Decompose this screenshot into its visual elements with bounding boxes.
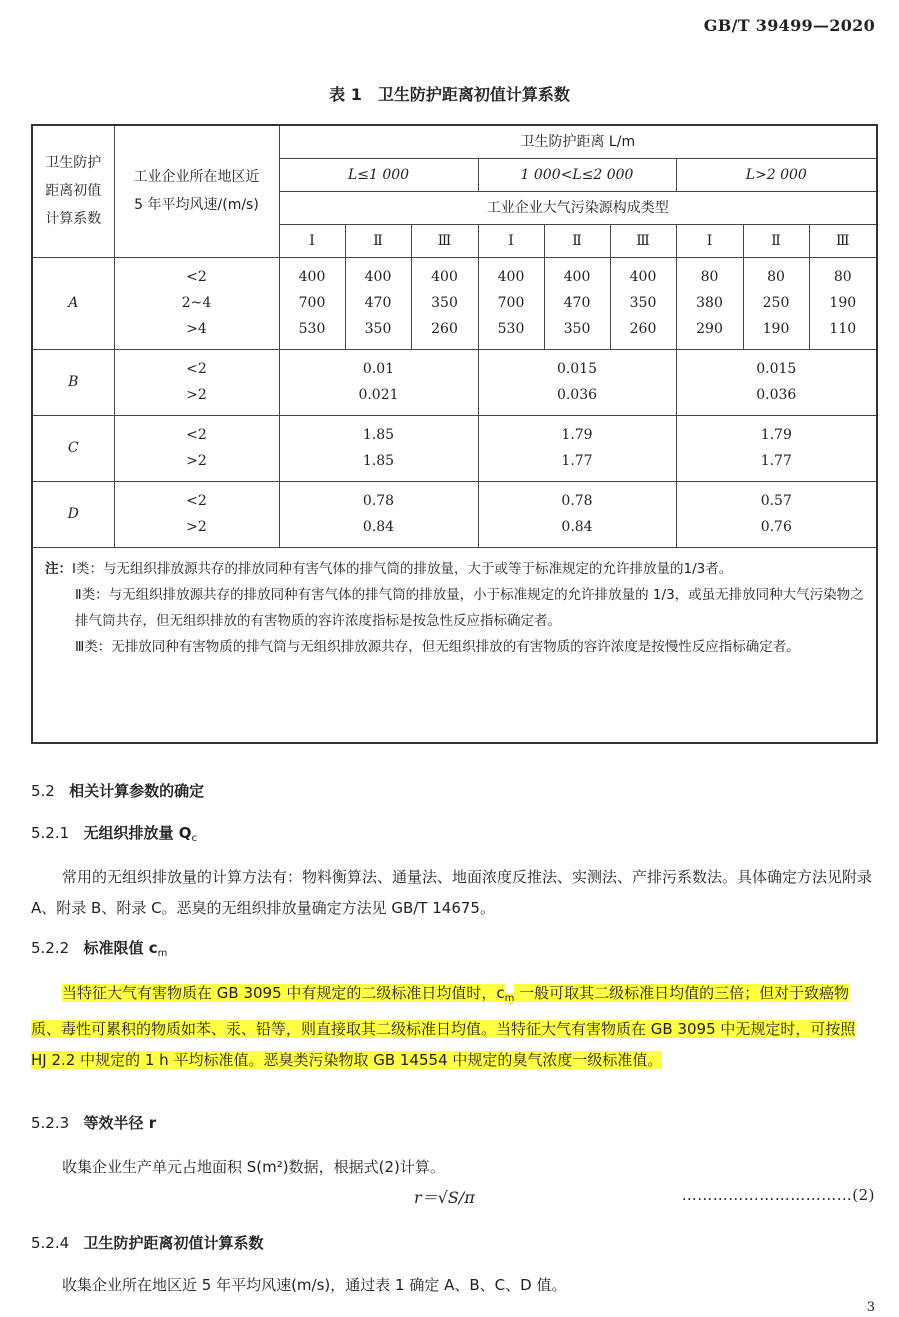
highlighted-paragraph: 当特征大气有害物质在 GB 3095 中有规定的二级标准日均值时，$c_m$ 一般可取其二级标准日均值的三倍；但对于致癌物质、毒性可累积的物质如苯、汞、铅等，则直接取其二级标准日均值。当特征大气有害物质在 GB 3095 中无规定时，可按照 HJ 2.2 中规定的 1 h 平均标准值。恶臭类污染物取 GB 14554 中规定的臭气浓度一级标准值。 xyxy=(31,984,856,1069)
type-header: Ⅲ xyxy=(411,224,478,257)
col1-header: 卫生防护距离初值计算系数 xyxy=(32,125,114,257)
note-item: Ⅱ类：与无组织排放源共存的排放同种有害气体的排气筒的排放量，小于标准规定的允许排放量的 1/3，或虽无排放同种大气污染物之排气筒共存，但无组织排放的有害物质的容许浓度指标是按急性反应指标确定者。 xyxy=(75,586,864,629)
type-header: Ⅰ xyxy=(478,224,544,257)
section-heading: 5.2.1 无组织排放量 $Q_c$ xyxy=(31,824,197,844)
equation-number: ……………………………(2) xyxy=(681,1186,875,1204)
type-header: Ⅲ xyxy=(809,224,877,257)
value-cell: 400 470 350 xyxy=(345,257,411,349)
table-title: 表 1 卫生防护距离初值计算系数 xyxy=(329,85,570,104)
wind-cell: <2 2~4 >4 xyxy=(114,257,279,349)
section-heading: 5.2 相关计算参数的确定 xyxy=(31,782,205,800)
type-header: Ⅰ xyxy=(279,224,345,257)
value-cell: 80 250 190 xyxy=(743,257,809,349)
table-row xyxy=(32,415,877,481)
wind-cell: <2 >2 xyxy=(114,481,279,547)
col2-header: 工业企业所在地区近 5 年平均风速/(m/s) xyxy=(114,125,279,257)
value-cell: 0.57 0.76 xyxy=(676,481,877,547)
coef-label: C xyxy=(32,415,114,481)
table-row xyxy=(32,349,877,415)
range-header: L>2 000 xyxy=(676,158,877,191)
value-cell: 0.015 0.036 xyxy=(478,349,676,415)
type-header: Ⅱ xyxy=(544,224,610,257)
note-item: Ⅲ类：无排放同种有害物质的排气筒与无组织排放源共存，但无组织排放的有害物质的容许浓度是按慢性反应指标确定者。 xyxy=(75,638,800,655)
value-cell: 1.85 1.85 xyxy=(279,415,478,481)
value-cell: 0.015 0.036 xyxy=(676,349,877,415)
value-cell: 1.79 1.77 xyxy=(478,415,676,481)
value-cell: 80 190 110 xyxy=(809,257,877,349)
type-header: Ⅱ xyxy=(743,224,809,257)
value-cell: 0.78 0.84 xyxy=(279,481,478,547)
value-cell: 400 700 530 xyxy=(478,257,544,349)
value-cell: 400 350 260 xyxy=(411,257,478,349)
note-item: 注：Ⅰ类：与无组织排放源共存的排放同种有害气体的排气筒的排放量，大于或等于标准规定的允许排放量的1/3者。 xyxy=(45,560,733,577)
value-cell: 80 380 290 xyxy=(676,257,743,349)
source-type-header: 工业企业大气污染源构成类型 xyxy=(279,191,877,224)
standard-number: GB/T 39499—2020 xyxy=(703,16,875,35)
page-number: 3 xyxy=(866,1300,875,1315)
section-body: 收集企业所在地区近 5 年平均风速(m/s)，通过表 1 确定 A、B、C、D 值。 xyxy=(62,1276,567,1294)
value-cell: 400 350 260 xyxy=(610,257,676,349)
coef-label: A xyxy=(32,257,114,349)
range-header: L≤1 000 xyxy=(279,158,478,191)
section-body: 常用的无组织排放量的计算方法有：物料衡算法、通量法、地面浓度反推法、实测法、产排污系数法。具体确定方法见附录 A、附录 B、附录 C。恶臭的无组织排放量确定方法见 GB/T 14675。 xyxy=(31,868,873,917)
section-heading: 5.2.2 标准限值 $c_m$ xyxy=(31,939,168,959)
type-header: Ⅰ xyxy=(676,224,743,257)
section-body: 收集企业生产单元占地面积 S(m²)数据，根据式(2)计算。 xyxy=(62,1158,445,1176)
section-heading: 5.2.3 等效半径 r xyxy=(31,1114,157,1132)
wind-cell: <2 >2 xyxy=(114,349,279,415)
table-notes xyxy=(32,547,877,743)
table-row xyxy=(32,257,877,349)
value-cell: 0.01 0.021 xyxy=(279,349,478,415)
type-header: Ⅲ xyxy=(610,224,676,257)
type-header: Ⅱ xyxy=(345,224,411,257)
value-cell: 1.79 1.77 xyxy=(676,415,877,481)
section-heading: 5.2.4 卫生防护距离初值计算系数 xyxy=(31,1234,264,1252)
value-cell: 0.78 0.84 xyxy=(478,481,676,547)
wind-cell: <2 >2 xyxy=(114,415,279,481)
range-header: 1 000<L≤2 000 xyxy=(478,158,676,191)
value-cell: 400 470 350 xyxy=(544,257,610,349)
value-cell: 400 700 530 xyxy=(279,257,345,349)
distance-header: 卫生防护距离 L/m xyxy=(279,125,877,158)
coefficient-table xyxy=(31,124,878,744)
table-row xyxy=(32,481,877,547)
formula: r＝√S/π xyxy=(414,1188,475,1207)
coef-label: D xyxy=(32,481,114,547)
coef-label: B xyxy=(32,349,114,415)
